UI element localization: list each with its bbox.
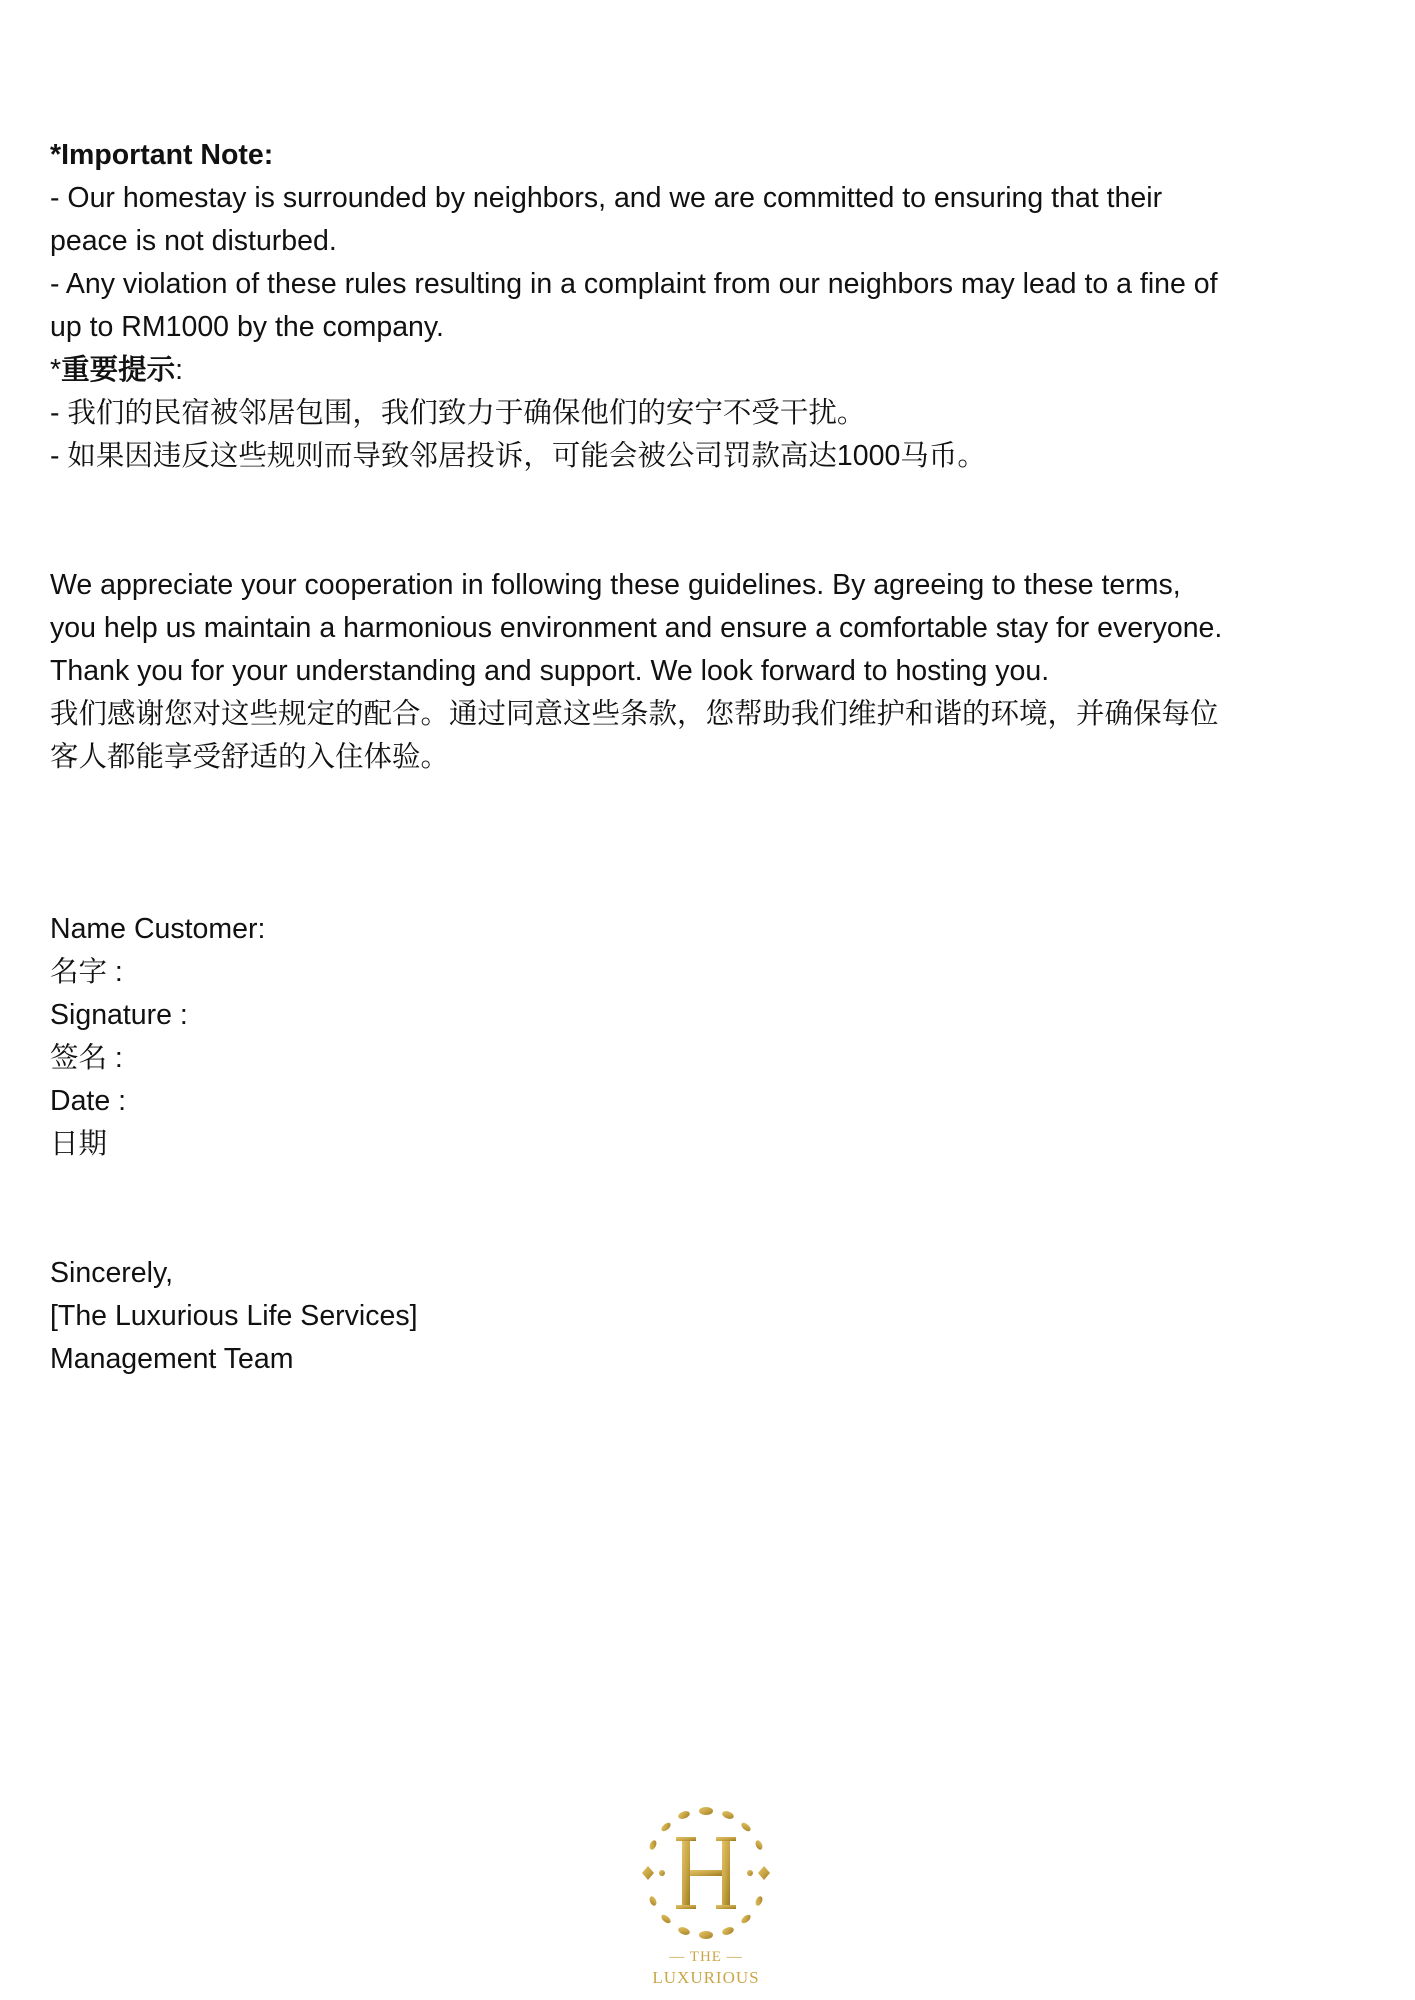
note-zh-item-2: - 如果因违反这些规则而导致邻居投诉，可能会被公司罚款高达1000马币。 [50,440,986,472]
team-name: Management Team [50,1343,294,1375]
name-customer-label: Name Customer: [50,913,266,945]
luxurious-logo [620,1785,800,1995]
note-en-item-1-line-2: peace is not disturbed. [50,225,337,257]
logo-text-luxurious: LUXURIOUS [652,1968,760,1987]
closing-zh-line-2: 客人都能享受舒适的入住体验。 [50,741,450,773]
note-en-item-2-line-2: up to RM1000 by the company. [50,311,444,343]
note-en-item-1-line-1: - Our homestay is surrounded by neighbors, and we are committed to ensuring that their [50,182,1163,214]
closing-en-line-1: We appreciate your cooperation in following these guidelines. By agreeing to these terms, [50,569,1181,601]
closing-en-line-2: you help us maintain a harmonious environment and ensure a comfortable stay for everyone. [50,612,1223,644]
date-label-zh: 日期 [50,1128,108,1160]
sincerely-text: Sincerely, [50,1257,174,1289]
date-label: Date : [50,1085,127,1117]
note-zh-item-1: - 我们的民宿被邻居包围，我们致力于确保他们的安宁不受干扰。 [50,397,866,429]
company-name: [The Luxurious Life Services] [50,1300,418,1332]
zh-title-prefix: * [50,354,62,386]
zh-title-text: 重要提示 [61,354,176,386]
important-note-title-zh [50,353,183,387]
important-note-title: *Important Note: [50,139,274,171]
luxurious-h-crest-logo-icon [620,1785,800,1995]
signature-label: Signature : [50,999,188,1031]
name-label-zh: 名字 : [50,956,123,988]
zh-title-suffix: : [175,354,184,386]
closing-zh-line-1: 我们感谢您对这些规定的配合。通过同意这些条款，您帮助我们维护和谐的环境，并确保每位 [50,698,1219,730]
signature-label-zh: 签名 : [50,1042,123,1074]
closing-en-line-3: Thank you for your understanding and support. We look forward to hosting you. [50,655,1050,687]
logo-text-the: — THE — [669,1949,743,1965]
note-en-item-2-line-1: - Any violation of these rules resulting in a complaint from our neighbors may lead to a fine of [50,268,1218,300]
